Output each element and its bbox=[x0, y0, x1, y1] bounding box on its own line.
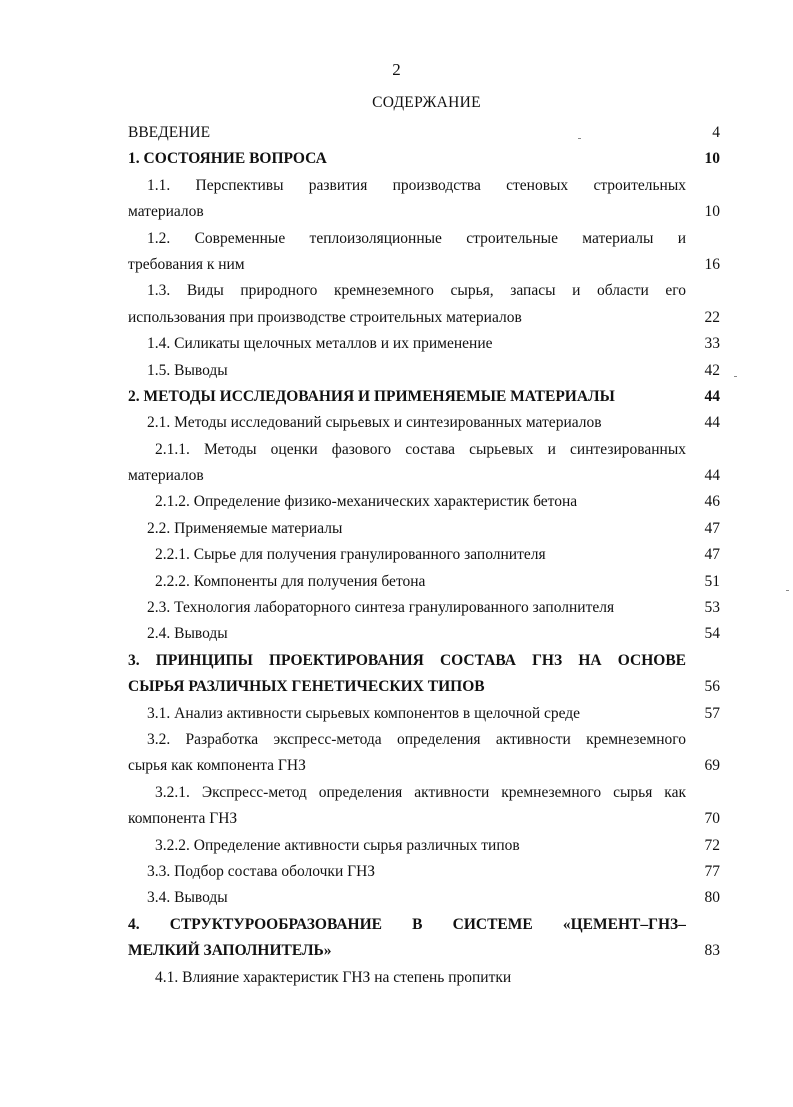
toc-entry-page: 80 bbox=[704, 889, 720, 907]
toc-entry-continuation bbox=[128, 252, 720, 278]
toc-entry-title: 2.2.2. Компоненты для получения бетона bbox=[155, 572, 426, 590]
toc-entry-title-cont: использования при производстве строительных материалов bbox=[128, 308, 522, 326]
table-of-contents bbox=[128, 120, 720, 991]
toc-entry bbox=[128, 621, 720, 647]
toc-entry bbox=[128, 859, 720, 885]
toc-chapter bbox=[128, 146, 720, 172]
toc-entry-page: 4 bbox=[712, 124, 720, 141]
toc-entry bbox=[128, 569, 720, 595]
toc-entry-title: 3.2.2. Определение активности сырья различных типов bbox=[155, 836, 520, 854]
toc-entry bbox=[128, 727, 720, 753]
toc-entry-page: 77 bbox=[704, 862, 720, 880]
toc-entry bbox=[128, 701, 720, 727]
toc-entry-page: 46 bbox=[704, 493, 720, 511]
toc-entry-title: 1.5. Выводы bbox=[147, 361, 228, 379]
toc-entry bbox=[128, 516, 720, 542]
scan-speck bbox=[786, 590, 789, 591]
toc-entry bbox=[128, 437, 720, 463]
toc-entry-page: 33 bbox=[704, 335, 720, 353]
toc-entry-title: 1.4. Силикаты щелочных металлов и их применение bbox=[147, 335, 493, 353]
page-title: СОДЕРЖАНИЕ bbox=[372, 94, 481, 111]
page-number: 2 bbox=[392, 60, 401, 79]
scan-speck bbox=[734, 376, 737, 377]
toc-chapter bbox=[128, 384, 720, 410]
toc-entry-page: 51 bbox=[704, 572, 720, 590]
toc-entry bbox=[128, 226, 720, 252]
toc-entry-continuation bbox=[128, 806, 720, 832]
toc-entry-title: 4.1. Влияние характеристик ГНЗ на степень пропитки bbox=[155, 968, 512, 986]
toc-entry-continuation bbox=[128, 305, 720, 331]
toc-entry bbox=[128, 358, 720, 384]
toc-entry-title: 4. СТРУКТУРООБРАЗОВАНИЕ В СИСТЕМЕ «ЦЕМЕНТ–ГНЗ– bbox=[128, 915, 686, 933]
toc-entry-title: 2. МЕТОДЫ ИССЛЕДОВАНИЯ И ПРИМЕНЯЕМЫЕ МАТЕРИАЛЫ bbox=[128, 387, 615, 405]
toc-entry-page: 10 bbox=[704, 203, 720, 221]
toc-entry-page: 69 bbox=[704, 757, 720, 775]
toc-entry-continuation bbox=[128, 199, 720, 225]
toc-entry-title-cont: СЫРЬЯ РАЗЛИЧНЫХ ГЕНЕТИЧЕСКИХ ТИПОВ bbox=[128, 678, 485, 696]
toc-entry-title: 2.1.1. Методы оценки фазового состава сырьевых и синтезированных bbox=[155, 440, 686, 458]
toc-entry-title: 1. СОСТОЯНИЕ ВОПРОСА bbox=[128, 150, 327, 168]
toc-entry-title: 1.1. Перспективы развития производства стеновых строительных bbox=[147, 176, 686, 194]
toc-entry bbox=[128, 120, 720, 146]
toc-entry bbox=[128, 833, 720, 859]
toc-entry-continuation bbox=[128, 753, 720, 779]
toc-entry bbox=[128, 278, 720, 304]
toc-entry-title: 2.3. Технология лабораторного синтеза гранулированного заполнителя bbox=[147, 599, 615, 617]
toc-entry-page: 54 bbox=[704, 625, 720, 643]
toc-entry-title: 3.2. Разработка экспресс-метода определения активности кремнеземного bbox=[147, 730, 686, 748]
toc-entry-title: 3.1. Анализ активности сырьевых компонентов в щелочной среде bbox=[147, 704, 581, 722]
toc-entry bbox=[128, 331, 720, 357]
toc-entry-title-cont: МЕЛКИЙ ЗАПОЛНИТЕЛЬ» bbox=[128, 942, 332, 960]
toc-entry-page: 70 bbox=[704, 810, 720, 828]
scan-speck bbox=[578, 138, 581, 139]
toc-entry-title: ВВЕДЕНИЕ bbox=[128, 124, 211, 141]
toc-chapter bbox=[128, 912, 720, 938]
toc-entry-title: 3.3. Подбор состава оболочки ГНЗ bbox=[147, 862, 376, 880]
toc-entry-page: 22 bbox=[704, 308, 720, 326]
toc-entry-title-cont: компонента ГНЗ bbox=[128, 810, 238, 828]
toc-entry-title: 2.1.2. Определение физико-механических характеристик бетона bbox=[155, 493, 578, 511]
toc-entry-page: 42 bbox=[704, 361, 720, 379]
toc-entry bbox=[128, 410, 720, 436]
toc-entry-title: 2.2. Применяемые материалы bbox=[147, 519, 343, 537]
toc-entry-title: 1.3. Виды природного кремнеземного сырья, запасы и области его bbox=[147, 282, 686, 300]
toc-entry-page: 56 bbox=[704, 678, 720, 696]
toc-entry-page: 53 bbox=[704, 599, 720, 617]
toc-entry-page: 44 bbox=[704, 414, 720, 432]
toc-entry-title: 2.4. Выводы bbox=[147, 625, 228, 643]
toc-entry-page: 57 bbox=[704, 704, 720, 722]
toc-chapter-continuation bbox=[128, 674, 720, 700]
toc-entry-title: 3. ПРИНЦИПЫ ПРОЕКТИРОВАНИЯ СОСТАВА ГНЗ НА ОСНОВЕ bbox=[128, 651, 686, 669]
toc-entry bbox=[128, 965, 720, 991]
toc-entry bbox=[128, 885, 720, 911]
toc-entry-title-cont: материалов bbox=[128, 467, 204, 485]
toc-chapter bbox=[128, 648, 720, 674]
toc-entry-title: 3.4. Выводы bbox=[147, 889, 228, 907]
toc-entry-page: 16 bbox=[704, 255, 720, 273]
toc-entry-title-cont: требования к ним bbox=[128, 255, 245, 273]
toc-entry-continuation bbox=[128, 463, 720, 489]
toc-entry bbox=[128, 780, 720, 806]
toc-entry bbox=[128, 595, 720, 621]
toc-entry-title: 2.2.1. Сырье для получения гранулированного заполнителя bbox=[155, 546, 546, 564]
toc-entry-page: 10 bbox=[704, 150, 720, 168]
toc-entry-title-cont: материалов bbox=[128, 203, 204, 221]
toc-entry-page: 44 bbox=[704, 467, 720, 485]
toc-entry-title: 3.2.1. Экспресс-метод определения активности кремнеземного сырья как bbox=[155, 783, 686, 801]
toc-entry-title: 2.1. Методы исследований сырьевых и синтезированных материалов bbox=[147, 414, 602, 432]
toc-entry-page: 44 bbox=[704, 387, 720, 405]
toc-entry bbox=[128, 173, 720, 199]
toc-entry bbox=[128, 489, 720, 515]
toc-entry-title-cont: сырья как компонента ГНЗ bbox=[128, 757, 306, 775]
toc-entry bbox=[128, 542, 720, 568]
toc-entry-page: 83 bbox=[704, 942, 720, 960]
toc-entry-page: 47 bbox=[704, 546, 720, 564]
toc-entry-title: 1.2. Современные теплоизоляционные строительные материалы и bbox=[147, 229, 686, 247]
toc-chapter-continuation bbox=[128, 938, 720, 964]
toc-entry-page: 72 bbox=[704, 836, 720, 854]
toc-entry-page: 47 bbox=[704, 519, 720, 537]
